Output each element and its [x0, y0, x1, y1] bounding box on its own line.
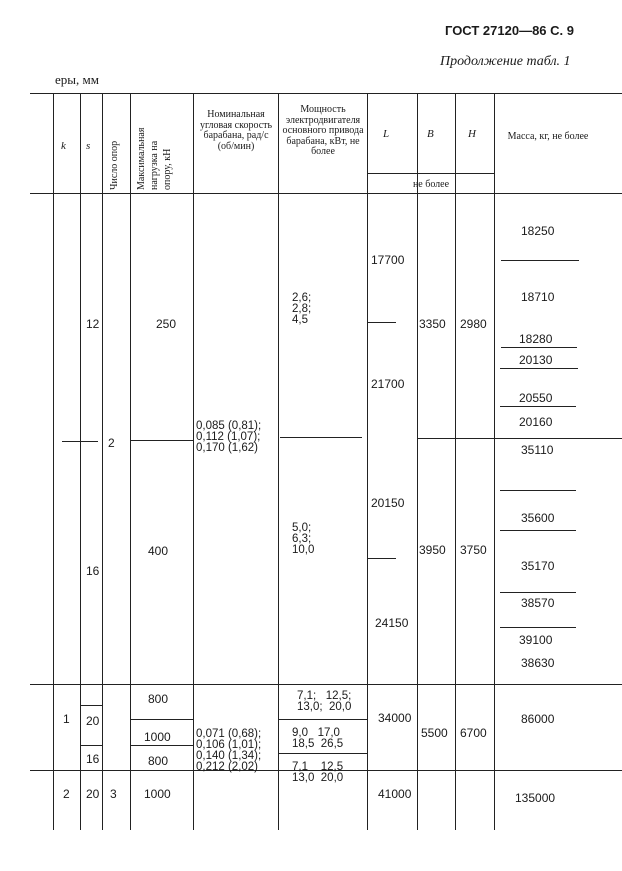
- col-header-power: Мощность электродвигателя основного привода барабана, кВт, не более: [282, 104, 364, 157]
- B-value: 5500: [421, 726, 448, 740]
- H-value: 6700: [460, 726, 487, 740]
- mass-value: 39100: [519, 633, 553, 647]
- H-value: 3750: [460, 543, 487, 557]
- L-value: 21700: [371, 377, 405, 391]
- mass-value: 38570: [521, 596, 555, 610]
- mass-value: 20160: [519, 415, 553, 429]
- L-value: 24150: [375, 616, 409, 630]
- mass-value: 86000: [521, 712, 555, 726]
- L-value: 20150: [371, 496, 405, 510]
- supports-value: 3: [110, 787, 117, 801]
- mass-value: 18250: [521, 224, 555, 238]
- s-value: 20: [86, 714, 100, 728]
- s-value: 16: [86, 752, 100, 766]
- col-header-L: L: [383, 128, 390, 140]
- speed-values: 0,071 (0,68); 0,106 (1,01); 0,140 (1,34); 0,212 (2,02): [196, 728, 262, 773]
- L-value: 34000: [378, 711, 412, 725]
- B-value: 3950: [419, 543, 446, 557]
- standard-header: ГОСТ 27120—86 С. 9: [445, 23, 574, 38]
- B-value: 3350: [419, 317, 446, 331]
- supports-value: 2: [108, 436, 115, 450]
- mass-value: 135000: [515, 791, 556, 805]
- col-header-load-line3: опору, кН: [162, 148, 173, 190]
- power-values: 7,1 12,5 13,0 20,0: [292, 761, 344, 784]
- mass-value: 38630: [521, 656, 555, 670]
- power-values: 7,1; 12,5; 13,0; 20,0: [297, 690, 352, 713]
- mass-value: 35600: [521, 511, 555, 525]
- power-values: 2,6; 2,8; 4,5: [292, 292, 312, 326]
- load-value: 400: [148, 544, 169, 558]
- col-header-mass: Масса, кг, не более: [507, 131, 589, 142]
- col-header-s: s: [86, 140, 91, 152]
- load-value: 800: [148, 692, 169, 706]
- k-value: 2: [63, 787, 70, 801]
- col-header-B: B: [427, 128, 434, 140]
- power-values: 9,0 17,0 18,5 26,5: [292, 727, 344, 750]
- col-header-H: H: [468, 128, 476, 140]
- load-value: 800: [148, 754, 169, 768]
- col-header-load-line2: нагрузка на: [149, 140, 160, 190]
- s-value: 12: [86, 317, 100, 331]
- load-value: 250: [156, 317, 177, 331]
- col-header-dims-note: не более: [412, 179, 450, 190]
- header-fragment: еры, мм: [55, 72, 99, 87]
- speed-values: 0,085 (0,81); 0,112 (1,07); 0,170 (1,62): [196, 420, 262, 454]
- L-value: 41000: [378, 787, 412, 801]
- mass-value: 20130: [519, 353, 553, 367]
- col-header-supports: Число опор: [109, 140, 120, 190]
- mass-value: 35110: [521, 443, 554, 457]
- mass-value: 18710: [521, 290, 555, 304]
- mass-value: 20550: [519, 391, 553, 405]
- power-values: 5,0; 6,3; 10,0: [292, 522, 315, 556]
- s-value: 16: [86, 564, 100, 578]
- s-value: 20: [86, 787, 100, 801]
- mass-value: 18280: [519, 332, 553, 346]
- load-value: 1000: [144, 730, 171, 744]
- load-value: 1000: [144, 787, 171, 801]
- H-value: 2980: [460, 317, 487, 331]
- table-continuation: Продолжение табл. 1: [440, 54, 571, 69]
- mass-value: 35170: [521, 559, 555, 573]
- col-header-load-line1: Максимальная: [136, 127, 147, 190]
- k-value: 1: [63, 712, 70, 726]
- col-header-k: k: [61, 140, 66, 152]
- col-header-speed: Номинальная угловая скорость барабана, рад/с (об/мин): [199, 109, 273, 152]
- L-value: 17700: [371, 253, 405, 267]
